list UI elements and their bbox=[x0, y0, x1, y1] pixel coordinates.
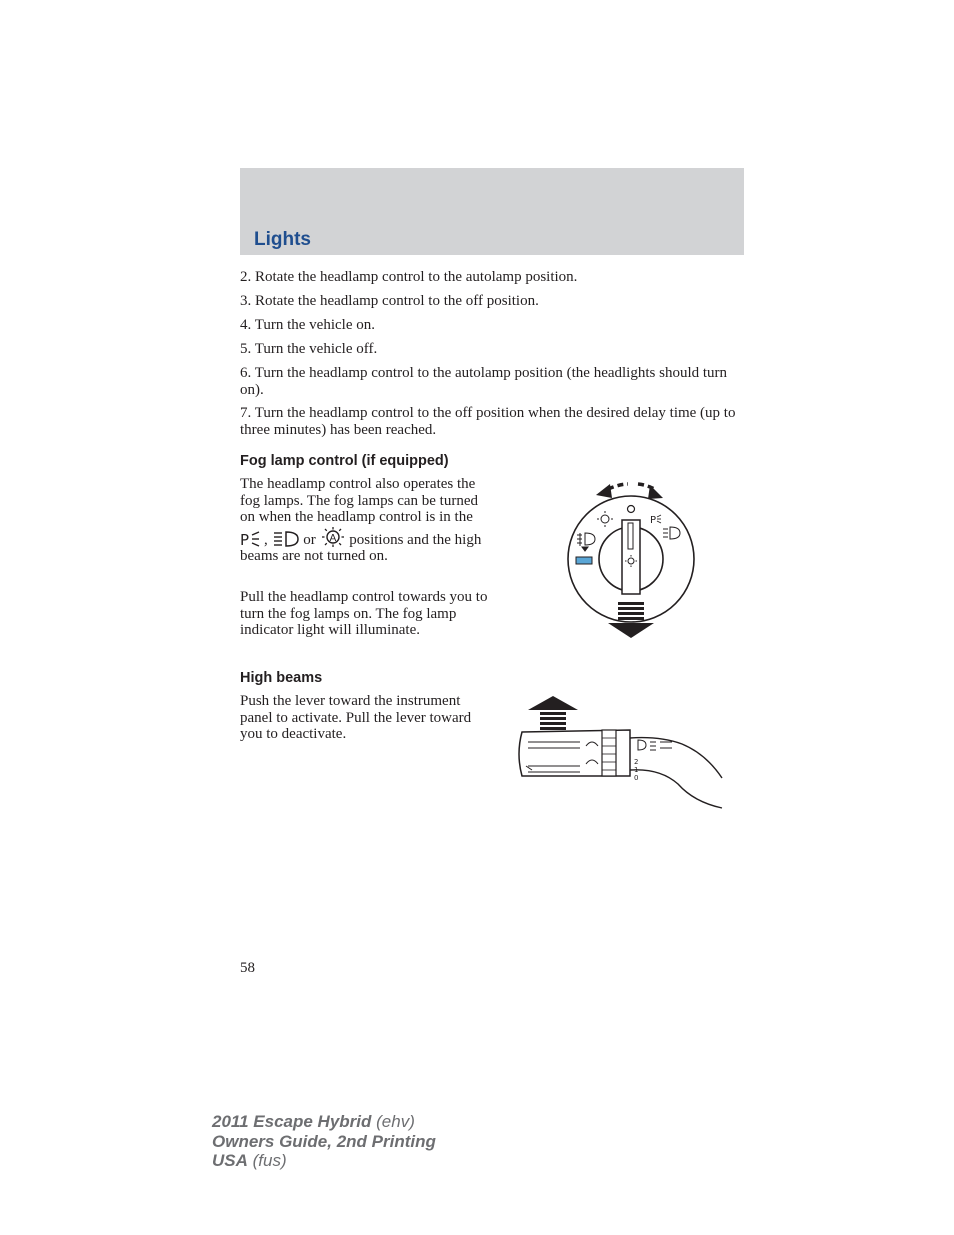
section-title: Lights bbox=[254, 229, 311, 250]
step-7: 7. Turn the headlamp control to the off position when the desired delay time (up to three minutes) has been reached. bbox=[240, 405, 736, 438]
fog-para-1-or: or bbox=[303, 531, 316, 548]
high-beams-paragraph: Push the lever toward the instrument panel to activate. Pull the lever toward you to deactivate. bbox=[240, 693, 472, 742]
fog-para-1-text-a: The headlamp control also operates the fog lamps. The fog lamps can be turned on when the headlamp control is in the bbox=[240, 476, 478, 525]
high-beams-heading: High beams bbox=[240, 670, 323, 686]
fog-indicator-light bbox=[576, 557, 592, 564]
svg-text:0: 0 bbox=[634, 774, 639, 782]
footer-line-1: 2011 Escape Hybrid (ehv) bbox=[212, 1112, 415, 1131]
arrow-left-icon bbox=[596, 484, 612, 498]
fog-para-1-text-b: positions and the high beams are not turned on. bbox=[240, 531, 482, 564]
push-arrow-icon bbox=[528, 696, 578, 730]
high-beam-lever-figure bbox=[510, 692, 726, 814]
lever-headlamp-icon bbox=[638, 740, 656, 750]
section-header-band bbox=[240, 168, 744, 255]
page-number: 58 bbox=[240, 960, 255, 976]
headlamp-control-figure bbox=[560, 476, 706, 642]
dial-parking-icon: P bbox=[650, 515, 657, 526]
parking-lamp-icon bbox=[240, 530, 264, 548]
autolamp-icon bbox=[320, 526, 346, 548]
step-3: 3. Rotate the headlamp control to the off position. bbox=[240, 293, 539, 309]
svg-text:1: 1 bbox=[634, 766, 639, 774]
svg-text:2: 2 bbox=[634, 758, 639, 766]
fog-para-1-comma: , bbox=[264, 531, 268, 548]
svg-text:A: A bbox=[329, 532, 336, 544]
rotation-arrows bbox=[608, 484, 656, 490]
step-4: 4. Turn the vehicle on. bbox=[240, 317, 375, 333]
fog-lamp-paragraph-2: Pull the headlamp control towards you to turn the fog lamps on. The fog lamp indicator light will illuminate. bbox=[240, 589, 488, 638]
document-footer bbox=[212, 1112, 436, 1171]
step-2: 2. Rotate the headlamp control to the autolamp position. bbox=[240, 269, 578, 285]
step-5: 5. Turn the vehicle off. bbox=[240, 341, 378, 357]
footer-line-3: USA (fus) bbox=[212, 1151, 287, 1170]
svg-text:P: P bbox=[240, 530, 250, 548]
fog-lamp-heading: Fog lamp control (if equipped) bbox=[240, 453, 449, 469]
headlamp-icon bbox=[272, 530, 300, 548]
arrow-right-icon bbox=[648, 485, 663, 499]
fog-lamp-paragraph-1 bbox=[240, 476, 492, 565]
footer-line-2: Owners Guide, 2nd Printing bbox=[212, 1131, 436, 1151]
step-6: 6. Turn the headlamp control to the autolamp position (the headlights should turn on). bbox=[240, 365, 728, 398]
